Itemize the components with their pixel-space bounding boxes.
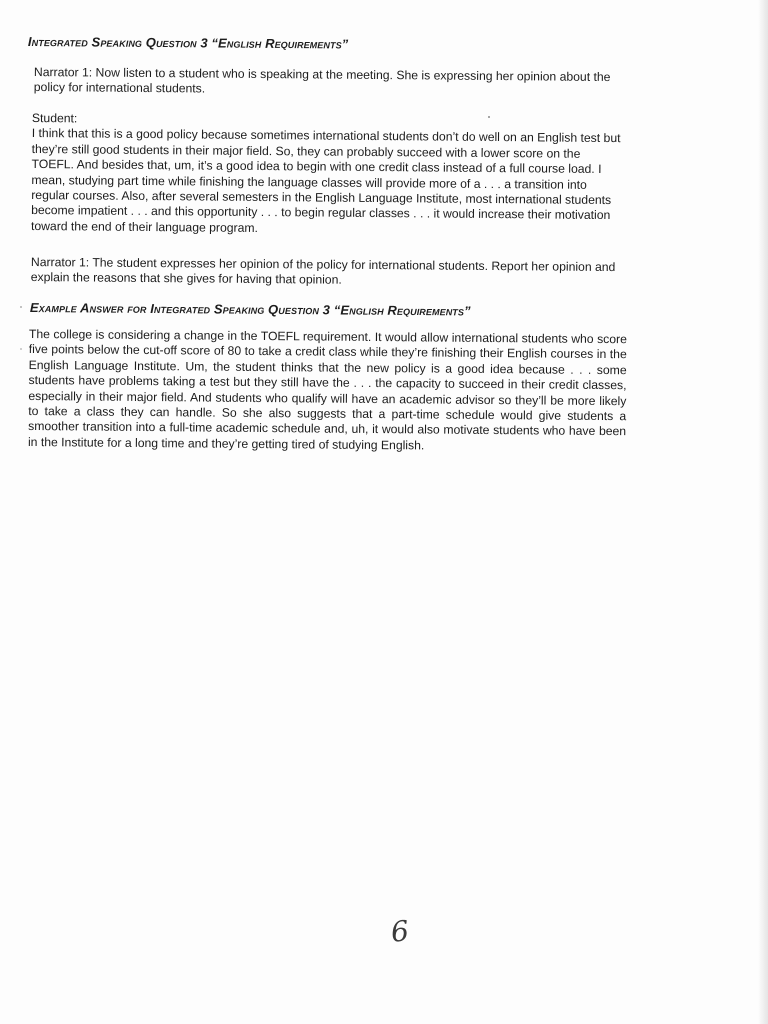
narrator-intro-text: Narrator 1: Now listen to a student who is speaking at the meeting. She is expressing her opinion about the policy for international students. xyxy=(33,65,611,96)
scan-speck xyxy=(20,348,22,350)
section-heading-question-3: Integrated Speaking Question 3 “English Requirements” xyxy=(27,34,349,52)
scan-edge-shadow xyxy=(758,0,768,1024)
student-transcript xyxy=(31,111,626,239)
scan-speck xyxy=(488,116,490,118)
student-label: Student: xyxy=(31,111,78,126)
scan-speck xyxy=(20,306,22,308)
handwritten-page-number: 6 xyxy=(389,914,411,949)
narrator-intro xyxy=(34,65,628,101)
student-transcript-text: I think that this is a good policy because sometimes international students don’t do well on an English test but they’re still good students in their major field. So, they can probably succeed with a lower score on the TOEFL. And besides that, um, it’s a good idea to begin with one credit class instead of a full course load. I mean, studying part time while finishing the language classes will provide more of a . . . a transition into regular courses. Also, after several semesters in the English Language Institute, most international students become impatient . . . and this opportunity . . . to begin regular classes . . . it would increase their motivation toward the end of their language program. xyxy=(30,126,621,235)
example-answer xyxy=(28,327,627,455)
narrator-prompt-text: Narrator 1: The student expresses her opinion of the policy for international students. Report her opinion and explain the reasons that she gives for having that opinion. xyxy=(30,255,616,288)
example-answer-text: The college is considering a change in the TOEFL requirement. It would allow international students who score five points below the cut-off score of 80 to take a credit class while they’re finishing their English courses in the English Language Institute. Um, the student thinks that the new policy is a good idea because . . . some students have problems taking a test but they still have the . . . the capacity to succeed in their credit classes, especially in their major field. And students who qualify will have an academic advisor so they’ll be more likely to take a class they can handle. So she also suggests that a part-time schedule would give students a smoother transition into a full-time academic schedule and, uh, it would also motivate students who have been in the Institute for a long time and they’re getting tired of studying English. xyxy=(27,327,627,453)
section-heading-example-answer: Example Answer for Integrated Speaking Question 3 “English Requirements” xyxy=(29,300,471,319)
narrator-prompt xyxy=(31,255,625,291)
